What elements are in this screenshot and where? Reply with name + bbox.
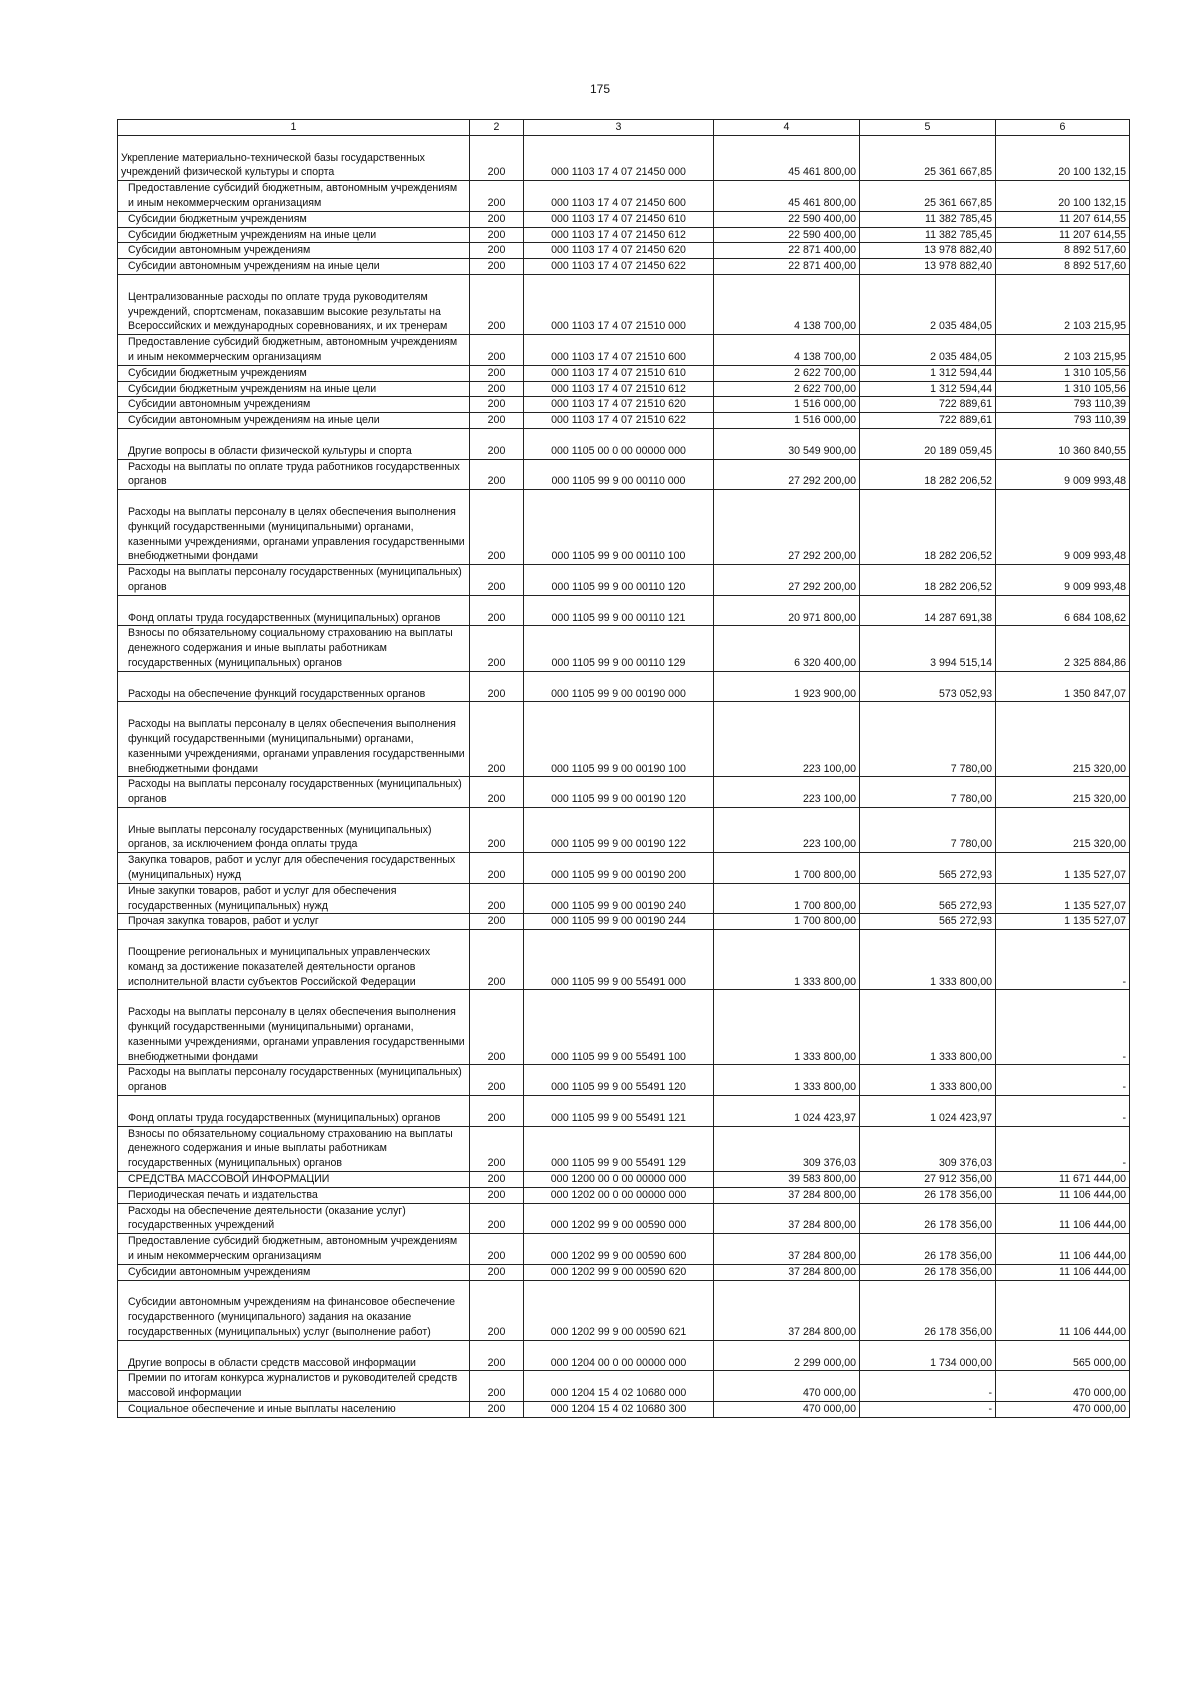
table-row [118, 490, 1130, 565]
row-executed-amount-cell: 722 889,61 [860, 397, 996, 413]
row-name-cell: Расходы на выплаты персоналу государственных (муниципальных) органов [118, 1065, 470, 1096]
row-approved-amount-cell: 4 138 700,00 [714, 335, 860, 366]
row-executed-amount-cell: 27 912 356,00 [860, 1172, 996, 1188]
row-name-cell: Расходы на выплаты персоналу государственных (муниципальных) органов [118, 565, 470, 596]
row-executed-amount-cell: 18 282 206,52 [860, 490, 996, 565]
row-admin-code-cell: 200 [470, 914, 524, 930]
table-row [118, 1401, 1130, 1417]
row-unexecuted-amount-cell: 1 135 527,07 [996, 853, 1130, 884]
row-classification-code-cell: 000 1200 00 0 00 00000 000 [524, 1172, 714, 1188]
row-unexecuted-amount-cell: 1 310 105,56 [996, 381, 1130, 397]
row-name-cell: Взносы по обязательному социальному страхованию на выплаты денежного содержания и иные выплаты работникам государственных (муниципальных) органов [118, 1126, 470, 1171]
row-unexecuted-amount-cell: 215 320,00 [996, 807, 1130, 852]
row-unexecuted-amount-cell: 215 320,00 [996, 702, 1130, 777]
row-unexecuted-amount-cell: 20 100 132,15 [996, 181, 1130, 212]
table-row [118, 1065, 1130, 1096]
row-classification-code-cell: 000 1103 17 4 07 21510 600 [524, 335, 714, 366]
row-unexecuted-amount-cell: 1 135 527,07 [996, 914, 1130, 930]
row-unexecuted-amount-cell: 793 110,39 [996, 413, 1130, 429]
row-executed-amount-cell: 1 333 800,00 [860, 1065, 996, 1096]
row-executed-amount-cell: 11 382 785,45 [860, 227, 996, 243]
row-unexecuted-amount-cell: - [996, 1126, 1130, 1171]
row-unexecuted-amount-cell: 8 892 517,60 [996, 259, 1130, 275]
row-name-cell: Субсидии автономным учреждениям на иные цели [118, 259, 470, 275]
row-admin-code-cell: 200 [470, 595, 524, 626]
row-unexecuted-amount-cell: 215 320,00 [996, 777, 1130, 808]
row-classification-code-cell: 000 1204 00 0 00 00000 000 [524, 1340, 714, 1371]
row-approved-amount-cell: 27 292 200,00 [714, 490, 860, 565]
row-unexecuted-amount-cell: 9 009 993,48 [996, 490, 1130, 565]
row-classification-code-cell: 000 1105 99 9 00 55491 000 [524, 930, 714, 990]
row-classification-code-cell: 000 1103 17 4 07 21510 620 [524, 397, 714, 413]
row-classification-code-cell: 000 1202 99 9 00 00590 621 [524, 1280, 714, 1340]
row-executed-amount-cell: 26 178 356,00 [860, 1203, 996, 1234]
row-name-cell: Укрепление материально-технической базы государственных учреждений физической культуры и спорта [118, 135, 470, 180]
row-classification-code-cell: 000 1105 99 9 00 00190 120 [524, 777, 714, 808]
row-approved-amount-cell: 1 333 800,00 [714, 1065, 860, 1096]
row-approved-amount-cell: 1 700 800,00 [714, 853, 860, 884]
row-name-cell: Субсидии автономным учреждениям на иные цели [118, 413, 470, 429]
row-admin-code-cell: 200 [470, 274, 524, 334]
row-classification-code-cell: 000 1105 99 9 00 00110 120 [524, 565, 714, 596]
row-name-cell: Расходы на выплаты персоналу в целях обеспечения выполнения функций государственными (муниципальными) органами, казенными учреждениями, органами управления государственными внебюджетными фондами [118, 702, 470, 777]
row-admin-code-cell: 200 [470, 930, 524, 990]
row-admin-code-cell: 200 [470, 459, 524, 490]
row-admin-code-cell: 200 [470, 990, 524, 1065]
row-admin-code-cell: 200 [470, 626, 524, 671]
row-classification-code-cell: 000 1105 99 9 00 00110 100 [524, 490, 714, 565]
row-executed-amount-cell: 25 361 667,85 [860, 181, 996, 212]
table-row [118, 853, 1130, 884]
column-header: 5 [860, 120, 996, 136]
row-admin-code-cell: 200 [470, 807, 524, 852]
row-admin-code-cell: 200 [470, 211, 524, 227]
table-row [118, 1203, 1130, 1234]
row-classification-code-cell: 000 1105 99 9 00 00190 244 [524, 914, 714, 930]
row-unexecuted-amount-cell: 11 106 444,00 [996, 1234, 1130, 1265]
row-admin-code-cell: 200 [470, 1340, 524, 1371]
row-classification-code-cell: 000 1103 17 4 07 21450 622 [524, 259, 714, 275]
row-approved-amount-cell: 2 622 700,00 [714, 381, 860, 397]
row-executed-amount-cell: 2 035 484,05 [860, 335, 996, 366]
row-approved-amount-cell: 27 292 200,00 [714, 459, 860, 490]
table-body [118, 135, 1130, 1417]
row-classification-code-cell: 000 1204 15 4 02 10680 300 [524, 1401, 714, 1417]
row-admin-code-cell: 200 [470, 777, 524, 808]
budget-execution-table [117, 119, 1130, 1418]
row-admin-code-cell: 200 [470, 883, 524, 914]
row-unexecuted-amount-cell: 11 207 614,55 [996, 211, 1130, 227]
table-row [118, 671, 1130, 702]
row-approved-amount-cell: 223 100,00 [714, 702, 860, 777]
row-approved-amount-cell: 20 971 800,00 [714, 595, 860, 626]
column-header: 4 [714, 120, 860, 136]
row-executed-amount-cell: 14 287 691,38 [860, 595, 996, 626]
table-row [118, 428, 1130, 459]
row-approved-amount-cell: 39 583 800,00 [714, 1172, 860, 1188]
row-approved-amount-cell: 223 100,00 [714, 777, 860, 808]
row-approved-amount-cell: 22 871 400,00 [714, 259, 860, 275]
row-admin-code-cell: 200 [470, 1264, 524, 1280]
table-row [118, 227, 1130, 243]
table-row [118, 259, 1130, 275]
table-row [118, 397, 1130, 413]
row-approved-amount-cell: 4 138 700,00 [714, 274, 860, 334]
row-name-cell: Централизованные расходы по оплате труда руководителям учреждений, спортсменам, показавшим высокие результаты на Всероссийских и международных соревнованиях, и их тренерам [118, 274, 470, 334]
row-admin-code-cell: 200 [470, 1065, 524, 1096]
row-executed-amount-cell: 26 178 356,00 [860, 1234, 996, 1265]
row-name-cell: Фонд оплаты труда государственных (муниципальных) органов [118, 595, 470, 626]
row-admin-code-cell: 200 [470, 397, 524, 413]
column-header: 2 [470, 120, 524, 136]
row-approved-amount-cell: 6 320 400,00 [714, 626, 860, 671]
row-classification-code-cell: 000 1103 17 4 07 21450 000 [524, 135, 714, 180]
row-name-cell: Другие вопросы в области физической культуры и спорта [118, 428, 470, 459]
row-unexecuted-amount-cell: 10 360 840,55 [996, 428, 1130, 459]
row-name-cell: Субсидии автономным учреждениям [118, 397, 470, 413]
row-executed-amount-cell: 7 780,00 [860, 702, 996, 777]
row-executed-amount-cell: 1 333 800,00 [860, 990, 996, 1065]
row-approved-amount-cell: 2 622 700,00 [714, 365, 860, 381]
row-approved-amount-cell: 309 376,03 [714, 1126, 860, 1171]
row-admin-code-cell: 200 [470, 259, 524, 275]
row-unexecuted-amount-cell: 20 100 132,15 [996, 135, 1130, 180]
row-name-cell: Закупка товаров, работ и услуг для обеспечения государственных (муниципальных) нужд [118, 853, 470, 884]
row-name-cell: Иные выплаты персоналу государственных (муниципальных) органов, за исключением фонда оплаты труда [118, 807, 470, 852]
row-unexecuted-amount-cell: 470 000,00 [996, 1401, 1130, 1417]
row-name-cell: Предоставление субсидий бюджетным, автономным учреждениям и иным некоммерческим организациям [118, 1234, 470, 1265]
row-admin-code-cell: 200 [470, 1371, 524, 1402]
table-row [118, 1340, 1130, 1371]
row-executed-amount-cell: 11 382 785,45 [860, 211, 996, 227]
row-classification-code-cell: 000 1105 99 9 00 55491 100 [524, 990, 714, 1065]
row-approved-amount-cell: 37 284 800,00 [714, 1203, 860, 1234]
row-name-cell: Фонд оплаты труда государственных (муниципальных) органов [118, 1096, 470, 1127]
row-classification-code-cell: 000 1105 99 9 00 00190 240 [524, 883, 714, 914]
row-classification-code-cell: 000 1103 17 4 07 21510 000 [524, 274, 714, 334]
row-unexecuted-amount-cell: 1 135 527,07 [996, 883, 1130, 914]
row-executed-amount-cell: 1 312 594,44 [860, 365, 996, 381]
row-approved-amount-cell: 223 100,00 [714, 807, 860, 852]
row-executed-amount-cell: 1 333 800,00 [860, 930, 996, 990]
row-classification-code-cell: 000 1103 17 4 07 21450 610 [524, 211, 714, 227]
row-executed-amount-cell: 26 178 356,00 [860, 1264, 996, 1280]
row-executed-amount-cell: 7 780,00 [860, 807, 996, 852]
row-executed-amount-cell: - [860, 1371, 996, 1402]
row-classification-code-cell: 000 1105 99 9 00 55491 120 [524, 1065, 714, 1096]
table-row [118, 1371, 1130, 1402]
row-approved-amount-cell: 1 333 800,00 [714, 930, 860, 990]
row-name-cell: Расходы на выплаты персоналу государственных (муниципальных) органов [118, 777, 470, 808]
row-name-cell: Прочая закупка товаров, работ и услуг [118, 914, 470, 930]
row-admin-code-cell: 200 [470, 1126, 524, 1171]
row-unexecuted-amount-cell: - [996, 930, 1130, 990]
row-name-cell: Предоставление субсидий бюджетным, автономным учреждениям и иным некоммерческим организациям [118, 181, 470, 212]
row-approved-amount-cell: 37 284 800,00 [714, 1187, 860, 1203]
table-row [118, 1234, 1130, 1265]
row-executed-amount-cell: 25 361 667,85 [860, 135, 996, 180]
row-unexecuted-amount-cell: 11 106 444,00 [996, 1264, 1130, 1280]
row-unexecuted-amount-cell: 2 103 215,95 [996, 274, 1130, 334]
table-row [118, 381, 1130, 397]
row-unexecuted-amount-cell: - [996, 1096, 1130, 1127]
row-classification-code-cell: 000 1105 99 9 00 55491 121 [524, 1096, 714, 1127]
row-admin-code-cell: 200 [470, 1187, 524, 1203]
row-executed-amount-cell: 565 272,93 [860, 914, 996, 930]
row-executed-amount-cell: 26 178 356,00 [860, 1187, 996, 1203]
row-name-cell: Расходы на выплаты персоналу в целях обеспечения выполнения функций государственными (муниципальными) органами, казенными учреждениями, органами управления государственными внебюджетными фондами [118, 990, 470, 1065]
row-admin-code-cell: 200 [470, 1096, 524, 1127]
table-row [118, 243, 1130, 259]
row-classification-code-cell: 000 1202 99 9 00 00590 600 [524, 1234, 714, 1265]
row-name-cell: Субсидии бюджетным учреждениям на иные цели [118, 381, 470, 397]
row-classification-code-cell: 000 1105 99 9 00 00110 121 [524, 595, 714, 626]
row-approved-amount-cell: 470 000,00 [714, 1401, 860, 1417]
row-classification-code-cell: 000 1103 17 4 07 21510 612 [524, 381, 714, 397]
table-row [118, 1280, 1130, 1340]
row-unexecuted-amount-cell: 9 009 993,48 [996, 459, 1130, 490]
row-unexecuted-amount-cell: 11 106 444,00 [996, 1280, 1130, 1340]
row-executed-amount-cell: - [860, 1401, 996, 1417]
table-row [118, 211, 1130, 227]
row-admin-code-cell: 200 [470, 381, 524, 397]
row-approved-amount-cell: 37 284 800,00 [714, 1264, 860, 1280]
row-name-cell: Иные закупки товаров, работ и услуг для обеспечения государственных (муниципальных) нужд [118, 883, 470, 914]
row-name-cell: Субсидии бюджетным учреждениям на иные цели [118, 227, 470, 243]
row-unexecuted-amount-cell: 565 000,00 [996, 1340, 1130, 1371]
table-row [118, 335, 1130, 366]
row-classification-code-cell: 000 1103 17 4 07 21450 620 [524, 243, 714, 259]
row-admin-code-cell: 200 [470, 413, 524, 429]
table-row [118, 459, 1130, 490]
table-row [118, 930, 1130, 990]
row-approved-amount-cell: 470 000,00 [714, 1371, 860, 1402]
table-row [118, 807, 1130, 852]
row-unexecuted-amount-cell: 9 009 993,48 [996, 565, 1130, 596]
row-admin-code-cell: 200 [470, 490, 524, 565]
table-row [118, 914, 1130, 930]
row-approved-amount-cell: 45 461 800,00 [714, 135, 860, 180]
row-approved-amount-cell: 1 024 423,97 [714, 1096, 860, 1127]
row-executed-amount-cell: 1 734 000,00 [860, 1340, 996, 1371]
row-executed-amount-cell: 2 035 484,05 [860, 274, 996, 334]
row-unexecuted-amount-cell: - [996, 1065, 1130, 1096]
row-name-cell: СРЕДСТВА МАССОВОЙ ИНФОРМАЦИИ [118, 1172, 470, 1188]
row-name-cell: Предоставление субсидий бюджетным, автономным учреждениям и иным некоммерческим организациям [118, 335, 470, 366]
row-classification-code-cell: 000 1204 15 4 02 10680 000 [524, 1371, 714, 1402]
row-approved-amount-cell: 1 923 900,00 [714, 671, 860, 702]
row-approved-amount-cell: 27 292 200,00 [714, 565, 860, 596]
table-row [118, 990, 1130, 1065]
row-admin-code-cell: 200 [470, 1401, 524, 1417]
row-executed-amount-cell: 20 189 059,45 [860, 428, 996, 459]
row-approved-amount-cell: 1 333 800,00 [714, 990, 860, 1065]
row-unexecuted-amount-cell: 2 103 215,95 [996, 335, 1130, 366]
row-unexecuted-amount-cell: 1 350 847,07 [996, 671, 1130, 702]
row-name-cell: Расходы на обеспечение деятельности (оказание услуг) государственных учреждений [118, 1203, 470, 1234]
column-header: 3 [524, 120, 714, 136]
row-classification-code-cell: 000 1105 99 9 00 00110 129 [524, 626, 714, 671]
row-unexecuted-amount-cell: 470 000,00 [996, 1371, 1130, 1402]
table-row [118, 1172, 1130, 1188]
row-executed-amount-cell: 13 978 882,40 [860, 259, 996, 275]
row-approved-amount-cell: 1 700 800,00 [714, 883, 860, 914]
row-approved-amount-cell: 2 299 000,00 [714, 1340, 860, 1371]
row-unexecuted-amount-cell: 11 106 444,00 [996, 1203, 1130, 1234]
row-executed-amount-cell: 7 780,00 [860, 777, 996, 808]
row-executed-amount-cell: 565 272,93 [860, 853, 996, 884]
table-row [118, 135, 1130, 180]
table-row [118, 365, 1130, 381]
row-classification-code-cell: 000 1103 17 4 07 21450 600 [524, 181, 714, 212]
row-approved-amount-cell: 22 871 400,00 [714, 243, 860, 259]
row-approved-amount-cell: 22 590 400,00 [714, 227, 860, 243]
row-unexecuted-amount-cell: 11 671 444,00 [996, 1172, 1130, 1188]
row-classification-code-cell: 000 1105 99 9 00 00190 200 [524, 853, 714, 884]
row-admin-code-cell: 200 [470, 1203, 524, 1234]
row-name-cell: Расходы на выплаты по оплате труда работников государственных органов [118, 459, 470, 490]
row-executed-amount-cell: 1 024 423,97 [860, 1096, 996, 1127]
row-unexecuted-amount-cell: 6 684 108,62 [996, 595, 1130, 626]
row-name-cell: Расходы на обеспечение функций государственных органов [118, 671, 470, 702]
table-row [118, 777, 1130, 808]
row-admin-code-cell: 200 [470, 135, 524, 180]
column-header: 6 [996, 120, 1130, 136]
table-header-row [118, 120, 1130, 136]
row-admin-code-cell: 200 [470, 1280, 524, 1340]
row-approved-amount-cell: 1 516 000,00 [714, 413, 860, 429]
column-header: 1 [118, 120, 470, 136]
row-classification-code-cell: 000 1105 99 9 00 00190 000 [524, 671, 714, 702]
row-approved-amount-cell: 37 284 800,00 [714, 1234, 860, 1265]
row-admin-code-cell: 200 [470, 565, 524, 596]
row-name-cell: Субсидии автономным учреждениям [118, 243, 470, 259]
table-row [118, 1264, 1130, 1280]
row-name-cell: Субсидии бюджетным учреждениям [118, 365, 470, 381]
row-admin-code-cell: 200 [470, 671, 524, 702]
row-approved-amount-cell: 1 700 800,00 [714, 914, 860, 930]
row-executed-amount-cell: 1 312 594,44 [860, 381, 996, 397]
row-name-cell: Расходы на выплаты персоналу в целях обеспечения выполнения функций государственными (муниципальными) органами, казенными учреждениями, органами управления государственными внебюджетными фондами [118, 490, 470, 565]
row-approved-amount-cell: 45 461 800,00 [714, 181, 860, 212]
row-classification-code-cell: 000 1105 99 9 00 00110 000 [524, 459, 714, 490]
row-classification-code-cell: 000 1105 99 9 00 55491 129 [524, 1126, 714, 1171]
table-row [118, 565, 1130, 596]
table-row [118, 626, 1130, 671]
table-row [118, 1187, 1130, 1203]
row-admin-code-cell: 200 [470, 181, 524, 212]
row-classification-code-cell: 000 1105 99 9 00 00190 122 [524, 807, 714, 852]
row-admin-code-cell: 200 [470, 335, 524, 366]
row-approved-amount-cell: 22 590 400,00 [714, 211, 860, 227]
row-executed-amount-cell: 722 889,61 [860, 413, 996, 429]
row-classification-code-cell: 000 1103 17 4 07 21450 612 [524, 227, 714, 243]
row-admin-code-cell: 200 [470, 702, 524, 777]
row-unexecuted-amount-cell: 8 892 517,60 [996, 243, 1130, 259]
row-name-cell: Поощрение региональных и муниципальных управленческих команд за достижение показателей деятельности органов исполнительной власти субъектов Российской Федерации [118, 930, 470, 990]
table-row [118, 274, 1130, 334]
row-unexecuted-amount-cell: 793 110,39 [996, 397, 1130, 413]
row-approved-amount-cell: 37 284 800,00 [714, 1280, 860, 1340]
row-name-cell: Субсидии бюджетным учреждениям [118, 211, 470, 227]
row-unexecuted-amount-cell: - [996, 990, 1130, 1065]
row-name-cell: Другие вопросы в области средств массовой информации [118, 1340, 470, 1371]
row-name-cell: Субсидии автономным учреждениям на финансовое обеспечение государственного (муниципального) задания на оказание государственных (муниципальных) услуг (выполнение работ) [118, 1280, 470, 1340]
row-admin-code-cell: 200 [470, 243, 524, 259]
row-name-cell: Социальное обеспечение и иные выплаты населению [118, 1401, 470, 1417]
row-executed-amount-cell: 26 178 356,00 [860, 1280, 996, 1340]
table-row [118, 413, 1130, 429]
row-classification-code-cell: 000 1202 99 9 00 00590 620 [524, 1264, 714, 1280]
row-classification-code-cell: 000 1202 00 0 00 00000 000 [524, 1187, 714, 1203]
row-admin-code-cell: 200 [470, 1234, 524, 1265]
row-approved-amount-cell: 1 516 000,00 [714, 397, 860, 413]
row-executed-amount-cell: 565 272,93 [860, 883, 996, 914]
row-unexecuted-amount-cell: 1 310 105,56 [996, 365, 1130, 381]
table-row [118, 883, 1130, 914]
row-unexecuted-amount-cell: 11 207 614,55 [996, 227, 1130, 243]
row-executed-amount-cell: 18 282 206,52 [860, 565, 996, 596]
row-executed-amount-cell: 3 994 515,14 [860, 626, 996, 671]
row-admin-code-cell: 200 [470, 1172, 524, 1188]
row-name-cell: Премии по итогам конкурса журналистов и руководителей средств массовой информации [118, 1371, 470, 1402]
row-admin-code-cell: 200 [470, 227, 524, 243]
row-approved-amount-cell: 30 549 900,00 [714, 428, 860, 459]
row-admin-code-cell: 200 [470, 428, 524, 459]
row-classification-code-cell: 000 1202 99 9 00 00590 000 [524, 1203, 714, 1234]
table-row [118, 702, 1130, 777]
row-admin-code-cell: 200 [470, 365, 524, 381]
row-admin-code-cell: 200 [470, 853, 524, 884]
row-classification-code-cell: 000 1105 99 9 00 00190 100 [524, 702, 714, 777]
row-executed-amount-cell: 18 282 206,52 [860, 459, 996, 490]
row-classification-code-cell: 000 1103 17 4 07 21510 610 [524, 365, 714, 381]
row-executed-amount-cell: 13 978 882,40 [860, 243, 996, 259]
row-name-cell: Субсидии автономным учреждениям [118, 1264, 470, 1280]
row-name-cell: Взносы по обязательному социальному страхованию на выплаты денежного содержания и иные выплаты работникам государственных (муниципальных) органов [118, 626, 470, 671]
row-unexecuted-amount-cell: 2 325 884,86 [996, 626, 1130, 671]
page-number: 175 [589, 82, 611, 96]
table-row [118, 181, 1130, 212]
row-classification-code-cell: 000 1105 00 0 00 00000 000 [524, 428, 714, 459]
row-classification-code-cell: 000 1103 17 4 07 21510 622 [524, 413, 714, 429]
row-name-cell: Периодическая печать и издательства [118, 1187, 470, 1203]
table-row [118, 1126, 1130, 1171]
row-executed-amount-cell: 309 376,03 [860, 1126, 996, 1171]
row-unexecuted-amount-cell: 11 106 444,00 [996, 1187, 1130, 1203]
row-executed-amount-cell: 573 052,93 [860, 671, 996, 702]
table-row [118, 1096, 1130, 1127]
table-row [118, 595, 1130, 626]
